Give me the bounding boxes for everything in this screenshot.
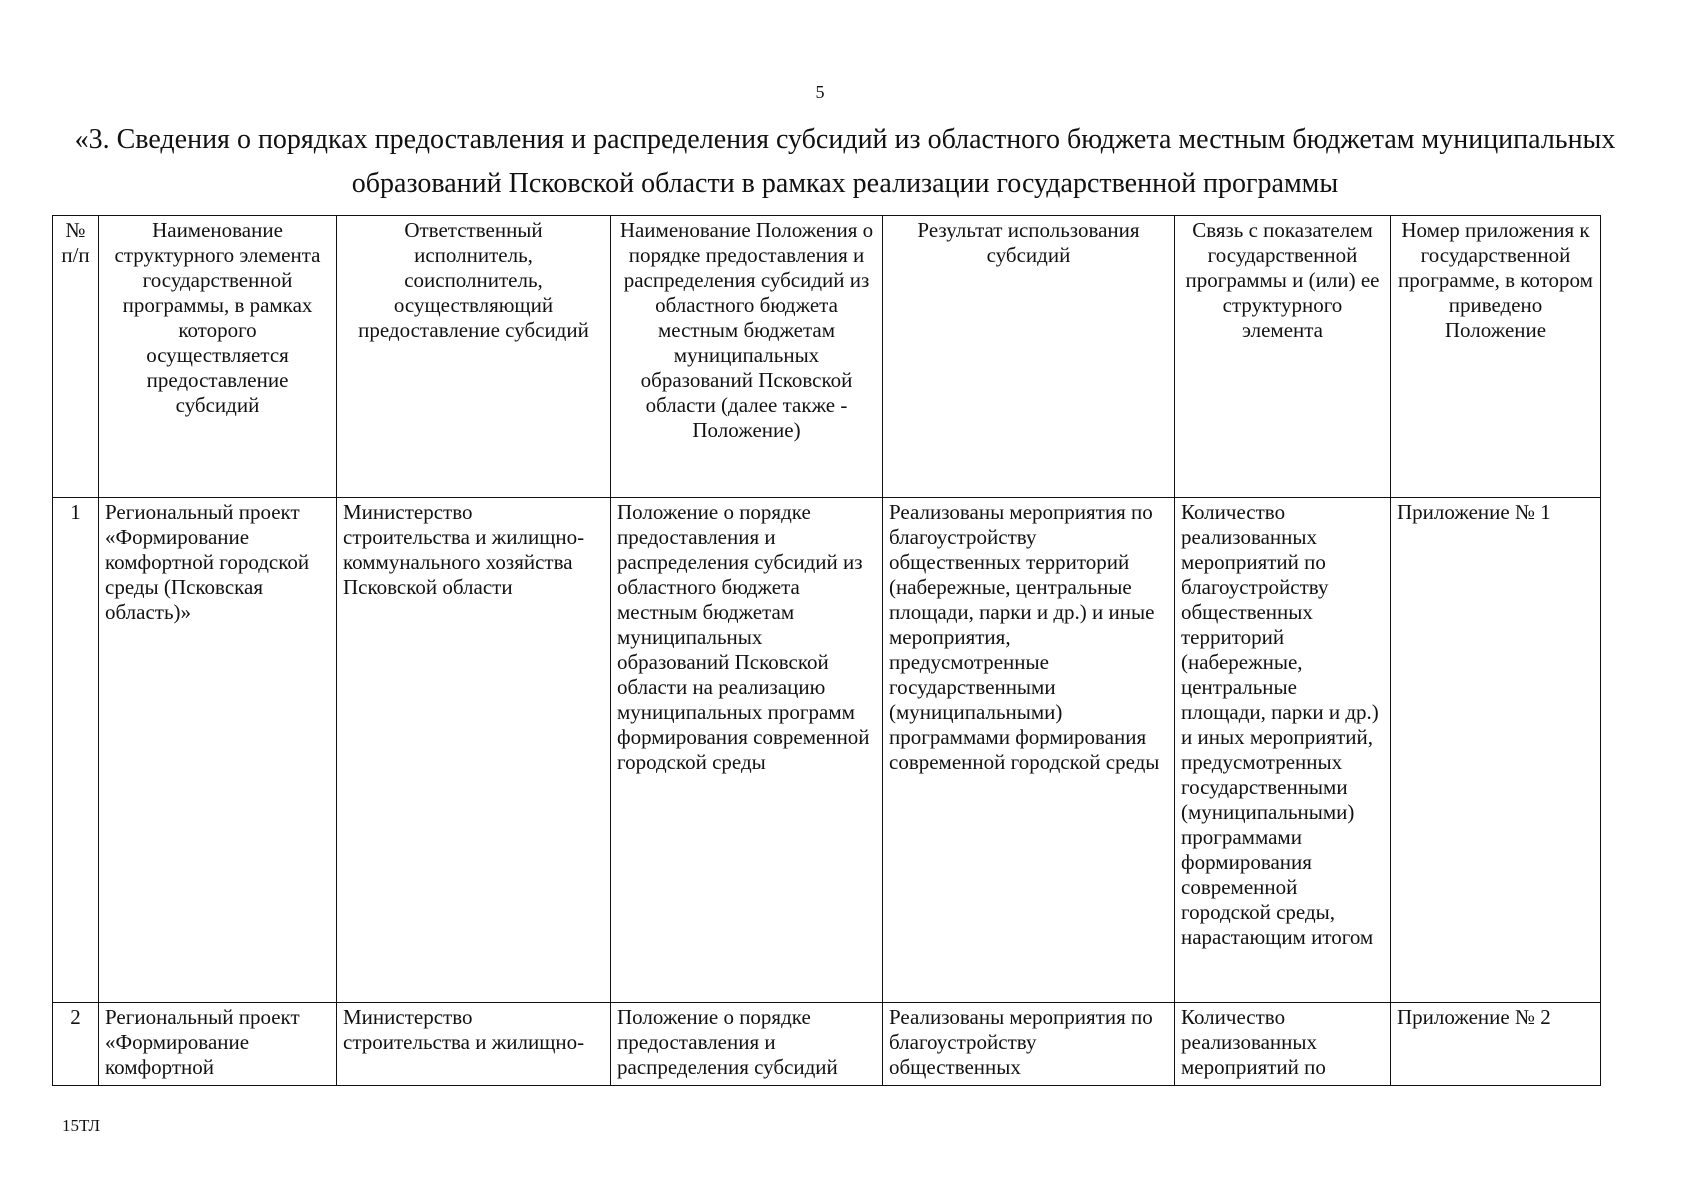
header-executor: Ответственный исполнитель, соисполнитель, осуществляющий предоставление субсидий: [337, 216, 611, 498]
row-indicator: Количество реализованных мероприятий по благоустройству общественных территорий (набережные, центральные площади, парки и др.) и иных мероприятий, предусмотренных государственными (муниципальными) программами формирования современной городской среды, нарастающим итогом: [1175, 498, 1391, 1003]
row-regulation: [611, 1003, 883, 1086]
row-result: Реализованы мероприятия по благоустройству общественных территорий (набережные, центральные площади, парки и др.) и иные мероприятия, предусмотренные государственными (муниципальными) программами формирования современной городской среды: [883, 498, 1175, 1003]
table-row: [53, 498, 1601, 1003]
header-element: Наименование структурного элемента государственной программы, в рамках которого осуществляется предоставление субсидий: [99, 216, 337, 498]
row-element: Региональный проект «Формирование комфортной городской среды (Псковская область)»: [99, 498, 337, 1003]
row-regulation: Положение о порядке предоставления и распределения субсидий из областного бюджета местным бюджетам муниципальных образований Псковской области на реализацию муниципальных программ формирования современной городской среды: [611, 498, 883, 1003]
row-indicator: [1175, 1003, 1391, 1086]
subsidies-table: [52, 215, 1601, 1086]
section-heading: «3. Сведения о порядках предоставления и распределения субсидий из областного бюджета местным бюджетам муниципальных образований Псковской области в рамках реализации государственной программы: [74, 124, 1616, 199]
row-element: [99, 1003, 337, 1086]
header-indicator: Связь с показателем государственной программы и (или) ее структурного элемента: [1175, 216, 1391, 498]
row-result-text: Реализованы мероприятия по благоустройству общественных: [889, 1005, 1153, 1079]
row-appendix-text: Приложение № 2: [1397, 1005, 1551, 1029]
row-executor-text: Министерство строительства и жилищно-: [343, 1005, 585, 1054]
table-header-row: [53, 216, 1601, 498]
row-appendix: [1391, 1003, 1601, 1086]
row-executor: Министерство строительства и жилищно-коммунального хозяйства Псковской области: [337, 498, 611, 1003]
table-row: [53, 1003, 1601, 1086]
row-appendix: Приложение № 1: [1391, 498, 1601, 1003]
row-executor: [337, 1003, 611, 1086]
row-indicator-text: Количество реализованных мероприятий по: [1181, 1005, 1326, 1079]
page-number: 5: [815, 82, 825, 102]
row-regulation-text: Положение о порядке предоставления и распределения субсидий: [617, 1005, 838, 1079]
header-appendix: Номер приложения к государственной программе, в котором приведено Положение: [1391, 216, 1601, 498]
row-num: [53, 1003, 99, 1086]
row-num: 1: [53, 498, 99, 1003]
footer-code: 15ТЛ: [62, 1116, 101, 1135]
header-result: Результат использования субсидий: [883, 216, 1175, 498]
header-num: № п/п: [53, 216, 99, 498]
row-result: [883, 1003, 1175, 1086]
row-element-text: Региональный проект «Формирование комфортной: [105, 1005, 300, 1079]
header-regulation: Наименование Положения о порядке предоставления и распределения субсидий из областного бюджета местным бюджетам муниципальных образований Псковской области (далее также - Положение): [611, 216, 883, 498]
row-num-text: 2: [70, 1005, 81, 1029]
